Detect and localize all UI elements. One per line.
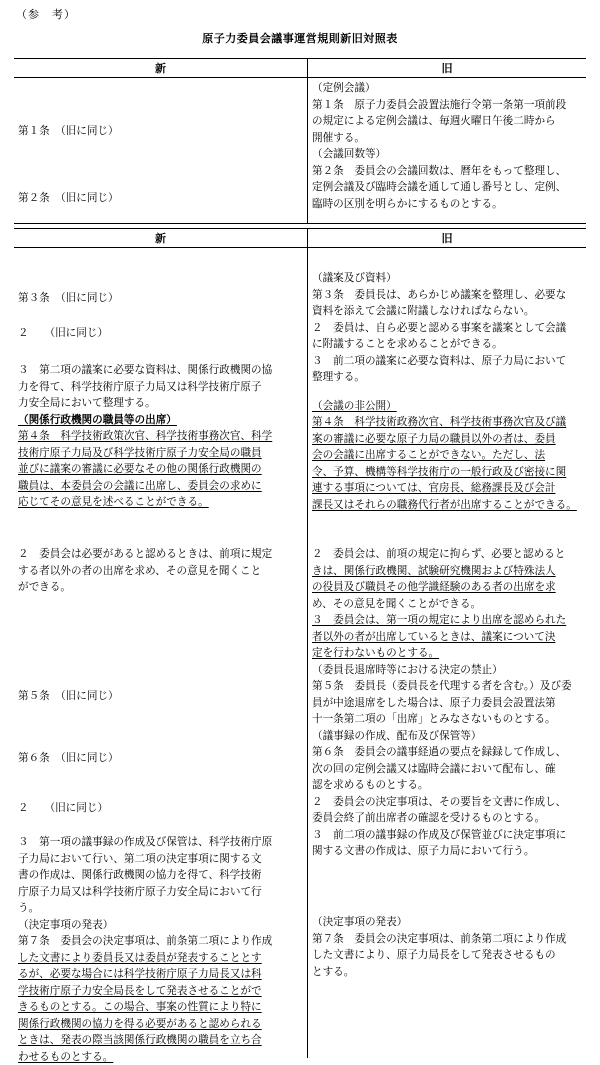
old-article-4-line: 連する事項については、官房長、総務課長及び会計 (312, 480, 584, 497)
document-title: 原子力委員会議事運営規則新旧対照表 (0, 30, 600, 46)
new-articles-3-4 (18, 362, 303, 511)
column-header-old: 旧 (308, 59, 586, 77)
old-article-1-line: 開催する。 (312, 130, 584, 147)
new-article-7-line: 第７条 委員会の決定事項は、前条第二項により作成 (18, 933, 303, 950)
old-article-5-line: 員が中途退席をした場合は、原子力委員会設置法第 (312, 695, 584, 712)
old-article-4-line: 課長又はそれらの職務代行者が出席することができる。 (312, 497, 584, 514)
new-article-7-line: わせるものとする。 (18, 1049, 303, 1065)
new-article-7-line: した文書により委員長又は委員が発表することとす (18, 950, 303, 967)
column-divider (307, 78, 308, 223)
new-article-6-para-3-line: 書の作成は、関係行政機関の協力を得て、科学技術 (18, 867, 303, 884)
new-article-7-line: 学技術庁原子力安全局長をして発表させることがで (18, 983, 303, 1000)
old-article-7 (312, 914, 584, 980)
old-article-4-para-2-line: きは、関係行政機関、試験研究機関および特殊法人 (312, 563, 584, 580)
new-article-7-line: 関係行政機関の協力を得る必要があると認められる (18, 1016, 303, 1033)
old-article-4-line: 第４条 科学技術政務次官、科学技術事務次官及び議 (312, 414, 584, 431)
new-article-2: 第２条 （旧に同じ） (18, 190, 303, 207)
old-article-2-line: 第２条 委員会の会議回数は、暦年をもって整理し、 (312, 163, 584, 180)
old-article-6-line: 次の回の定例会議又は臨時会議において配布し、確 (312, 761, 584, 778)
new-article-1: 第１条 （旧に同じ） (18, 123, 303, 140)
old-article-4-line: 令、予算、機構等科学技術庁の一般行政及び密接に関 (312, 464, 584, 481)
new-article-4-line: 職員は、本委員会の会議に出席し、委員会の求めに (18, 478, 303, 495)
old-article-6-line: 認を求めるものとする。 (312, 777, 584, 794)
comparison-table-2 (14, 228, 586, 1058)
new-article-3-para-3-line: 力を得て、科学技術庁原子力局又は科学技術庁原子 (18, 379, 303, 396)
old-article-3-para-3-line: ３ 前二項の議案に必要な資料は、原子力局において (312, 353, 584, 370)
new-article-4-line: 第４条 科学技術政策次官、科学技術事務次官、科学 (18, 428, 303, 445)
old-article-6-para-3-line: 関する文書の作成は、原子力局において行う。 (312, 843, 584, 860)
new-article-4-line: 並びに議案の審議に必要なその他の関係行政機関の (18, 461, 303, 478)
heading-meeting-count: （会議回数等） (312, 146, 584, 163)
old-article-3-para-2-line: ２ 委員は、自ら必要と認める事案を議案として会議 (312, 320, 584, 337)
column-header-new: 新 (14, 59, 308, 77)
old-article-2-line: 臨時の区別を明らかにするものとする。 (312, 196, 584, 213)
new-article-6-para-2: ２ （旧に同じ） (18, 800, 303, 817)
new-article-7-line: るが、必要な場合には科学技術庁原子力局長又は科 (18, 966, 303, 983)
heading-official-attendance: （関係行政機関の職員等の出席） (18, 412, 303, 429)
reference-label: （参 考） (16, 6, 76, 22)
old-article-5-line: 十一条第二項の「出席」とみなさないものとする。 (312, 711, 584, 728)
new-article-3-para-3-line: ３ 第二項の議案に必要な資料は、関係行政機関の協 (18, 362, 303, 379)
old-article-4-line: 会の会議に出席することができない。ただし、法 (312, 447, 584, 464)
old-article-7-line: した文書により、原子力局長をして発表させるもの (312, 947, 584, 964)
old-article-4-para-3-line: 定を行わないものとする。 (312, 645, 584, 662)
table-header (14, 59, 586, 78)
column-header-new: 新 (14, 229, 308, 247)
heading-closed-meeting: （会議の非公開） (312, 398, 584, 415)
old-article-6-para-2-line: ２ 委員会の決定事項は、その要旨を文書に作成し、 (312, 794, 584, 811)
old-article-1-line: の規定による定例会議は、毎週火曜日午後二時から (312, 113, 584, 130)
new-article-6-para-3-line: 子力局において行い、第二項の決定事項に関する文 (18, 851, 303, 868)
old-article-3-line: 資料を添えて会議に附議しなければならない。 (312, 303, 584, 320)
old-articles-3-4 (312, 270, 584, 513)
heading-announcement: （決定事項の発表） (312, 914, 584, 931)
new-article-4-line: 技術庁原子力局及び科学技術庁原子力安全局の職員 (18, 445, 303, 462)
old-article-1-line: 第１条 原子力委員会設置法施行令第一条第一項前段 (312, 97, 584, 114)
new-article-3-para-2: ２ （旧に同じ） (18, 325, 303, 342)
new-article-6-para-3-line: う。 (18, 900, 303, 917)
old-article-7-line: 第７条 委員会の決定事項は、前条第二項により作成 (312, 931, 584, 948)
heading-quorum: （委員長退席時等における決定の禁止） (312, 662, 584, 679)
old-article-3-line: 第３条 委員長は、あらかじめ議案を整理し、必要な (312, 287, 584, 304)
heading-agenda-materials: （議案及び資料） (312, 270, 584, 287)
column-header-old: 旧 (308, 229, 586, 247)
old-article-6-para-2-line: 委員会終了前出席者の確認を受けるものとする。 (312, 810, 584, 827)
column-divider (307, 248, 308, 1058)
old-article-5-line: 第５条 委員長（委員長を代理する者を含む。）及び委 (312, 678, 584, 695)
old-article-6-para-3-line: ３ 前二項の議事録の作成及び保管並びに決定事項に (312, 827, 584, 844)
old-article-3-para-3-line: 整理する。 (312, 369, 584, 386)
old-article-4-para-2-line: の役員及び職員その他学識経験のある者の出席を求 (312, 579, 584, 596)
heading-regular-meeting: （定例会議） (312, 80, 584, 97)
old-article-6-line: 第６条 委員会の議事経過の要点を録録して作成し、 (312, 744, 584, 761)
old-article-4-line: 案の審議に必要な原子力局の職員以外の者は、委員 (312, 431, 584, 448)
new-article-4-para-2: ２ 委員会は必要があると認めるときは、前項に規定 する者以外の者の出席を求め、その意見を聞くこと ができる。 (18, 546, 303, 596)
old-article-4-para-2-line: め、その意見を聞くことができる。 (312, 596, 584, 613)
new-article-4-line: 応じてその意見を述べることができる。 (18, 494, 303, 511)
old-article-4-para-3-line: ３ 委員会は、第一項の規定により出席を認められた (312, 612, 584, 629)
old-article-7-line: とする。 (312, 964, 584, 981)
new-article-6-para-3-line: ３ 第一項の議事録の作成及び保管は、科学技術庁原 (18, 834, 303, 851)
new-article-6-para-3-line: 庁原子力局又は科学技術庁原子力安全局において行 (18, 884, 303, 901)
new-article-6: 第６条 （旧に同じ） (18, 750, 303, 767)
new-article-3-para-3-line: 力安全局において整理する。 (18, 395, 303, 412)
old-articles-4-5-6-7 (312, 546, 584, 860)
heading-announcement: （決定事項の発表） (18, 917, 303, 934)
comparison-table-1 (14, 58, 586, 224)
table-header (14, 229, 586, 248)
new-article-7-line: きるものとする。この場合、事案の性質により特に (18, 999, 303, 1016)
heading-minutes: （議事録の作成、配布及び保管等） (312, 728, 584, 745)
new-article-5: 第５条 （旧に同じ） (18, 688, 303, 705)
old-article-4-para-2-line: ２ 委員会は、前項の規定に拘らず、必要と認めると (312, 546, 584, 563)
old-articles-1-2 (312, 80, 584, 212)
old-article-4-para-3-line: 者以外の者が出席しているときは、議案について決 (312, 629, 584, 646)
new-article-7-line: ときは、発表の際当該関係行政機関の職員を立ち合 (18, 1032, 303, 1049)
new-article-3: 第３条 （旧に同じ） (18, 290, 303, 307)
old-article-2-line: 定例会議及び臨時会議を通して通し番号とし、定例、 (312, 179, 584, 196)
new-articles-6-7 (18, 834, 303, 1065)
old-article-3-para-2-line: に附議することを求めることができる。 (312, 336, 584, 353)
